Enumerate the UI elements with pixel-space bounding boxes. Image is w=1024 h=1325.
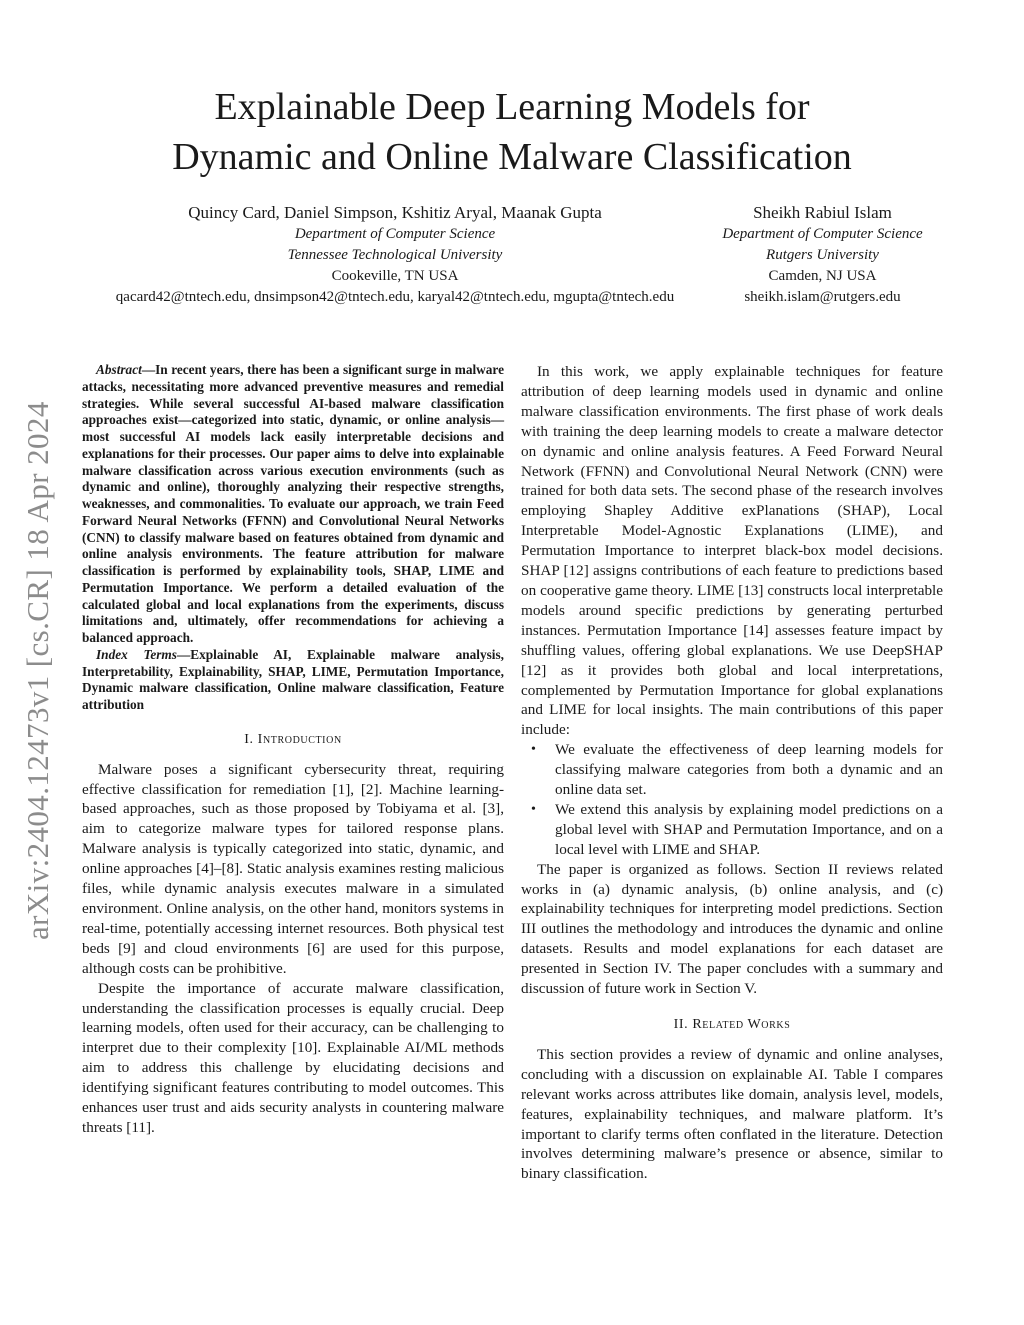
section-heading-introduction: I. Introduction [244, 731, 342, 747]
list-item-text: We evaluate the effectiveness of deep learning models for classifying malware categories from both a dynamic and an online data set. [555, 741, 943, 799]
author-institution: Rutgers University [766, 247, 879, 263]
author-block-rutgers [700, 202, 945, 308]
abstract-text: —In recent years, there has been a significant surge in malware attacks, necessitating more advanced preventive measures and remedial strategies. While several successful AI-based malware classification approaches exist—categorized into static, dynamic, or online analysis—most successful AI models lack easily interpretable decisions and explanations for their processes. Our paper aims to delve into explainable malware classification across various execution environments (such as dynamic and online), thoroughly analyzing their respective strengths, weaknesses, and commonalities. To evaluate our approach, we train Feed Forward Neural Networks (FFNN) and Convolutional Neural Networks (CNN) to classify malware based on features obtained from dynamic and online analysis environments. The feature attribution for malware classification is performed by explainability tools, SHAP, LIME and Permutation Importance. We perform a detailed evaluation of the calculated global and local explanations from the experiments, discuss limitations and, ultimately, offer recommendations for achieving a balanced approach. [82, 362, 504, 645]
list-item [531, 800, 943, 860]
author-names: Sheikh Rabiul Islam [753, 203, 892, 222]
author-location: Camden, NJ USA [768, 268, 877, 284]
author-location: Cookeville, TN USA [331, 268, 459, 284]
author-emails: sheikh.islam@rutgers.edu [744, 289, 901, 305]
author-names: Quincy Card, Daniel Simpson, Kshitiz Aryal, Maanak Gupta [188, 203, 602, 222]
list-item-text: We extend this analysis by explaining model predictions on a global level with SHAP and Permutation Importance, and on a local level with LIME and SHAP. [555, 800, 943, 858]
intro-paragraph-1: Malware poses a significant cybersecurity threat, requiring effective classification for remediation [1], [2]. Machine learning-based approaches, such as those proposed by Tobiyama et al. [3], aim to categorize malware types for tailored response plans. Malware analysis is typically categorized into static, dynamic, and online approaches [4]–[8]. Static analysis examines resting malicious files, while dynamic analysis executes malware in a simulated environment. Online analysis, on the other hand, monitors systems in real-time, potentially accessing internet resources. Both physical test beds [9] and cloud environments [6] are used for this purpose, although costs can be prohibitive. [82, 760, 504, 977]
bullet-icon: • [531, 801, 536, 817]
left-column [82, 362, 504, 1138]
abstract-label: Abstract [96, 362, 142, 377]
title-line-1: Explainable Deep Learning Models for [214, 86, 810, 128]
arxiv-identifier: arXiv:2404.12473v1 [cs.CR] 18 Apr 2024 [20, 401, 55, 940]
author-institution: Tennessee Technological University [287, 247, 503, 263]
work-paragraph: In this work, we apply explainable techniques for feature attribution of deep learning models used in dynamic and online malware classification environments. The first phase of work deals with training the deep learning models to create a malware detector on dynamic and online analysis features. A Feed Forward Neural Network (FFNN) and Convolutional Neural Network (CNN) were trained for both data sets. The second phase of the research involves employing Shapley Additive exPlanations (SHAP), Local Interpretable Model-Agnostic Explanations (LIME), and Permutation Importance to interpret black-box model decisions. SHAP [12] assigns contributions of each feature to predictions based on cooperative game theory. LIME [13] constructs local interpretable models around specific predictions by generating perturbed instances. Permutation Importance [14] assesses feature impact by shuffling values, offering global explanations. We use DeepSHAP [12] as it provides both global and local interpretations, complemented by Permutation Importance for global explanations and LIME for local insights. The main contributions of this paper include: [521, 363, 943, 739]
abstract [82, 362, 504, 647]
section-heading-related-works: II. Related Works [673, 1017, 791, 1032]
author-block-tntech [80, 202, 710, 308]
organization-paragraph: The paper is organized as follows. Section II reviews related works in (a) dynamic analysis, (b) online analysis, and (c) explainability techniques for interpreting model predictions. Section III outlines the methodology and introduces the dynamic and online datasets. Results and model explanations for each dataset are presented in Section IV. The paper concludes with a summary and discussion of future work in Section V. [521, 860, 943, 998]
bullet-icon: • [531, 742, 536, 758]
index-terms [82, 647, 504, 714]
index-terms-label: Index Terms [96, 646, 177, 662]
index-terms-text: —Explainable AI, Explainable malware analysis, Interpretability, Explainability, SHAP, LIME, Permutation Importance, Dynamic malware classification, Online malware classification, Feature attribution [82, 646, 504, 712]
paper-title [100, 82, 924, 182]
author-department: Department of Computer Science [722, 226, 923, 242]
contributions-list [521, 740, 943, 859]
related-works-paragraph: This section provides a review of dynamic and online analyses, concluding with a discussion on explainable AI. Table I compares relevant works across attributes like domain, analysis level, models, features, explainability techniques, and malware platform. It’s important to clarify terms often conflated in the literature. Detection involves determining malware’s presence or absence, similar to binary classification. [521, 1045, 943, 1183]
intro-paragraph-2: Despite the importance of accurate malware classification, understanding the classification processes is equally crucial. Deep learning models, often used for their accuracy, can be challenging to interpret due to their complexity [10]. Explainable AI/ML methods aim to address this challenge by elucidating decisions and identifying significant features contributing to model outcomes. This enhances user trust and aids security analysts in countering malware threats [11]. [82, 979, 504, 1136]
author-emails: qacard42@tntech.edu, dnsimpson42@tntech.edu, karyal42@tntech.edu, mgupta@tntech.edu [115, 289, 675, 305]
author-department: Department of Computer Science [294, 226, 496, 242]
right-column [521, 362, 943, 1184]
title-line-2: Dynamic and Online Malware Classification [172, 136, 852, 178]
list-item [531, 740, 943, 800]
